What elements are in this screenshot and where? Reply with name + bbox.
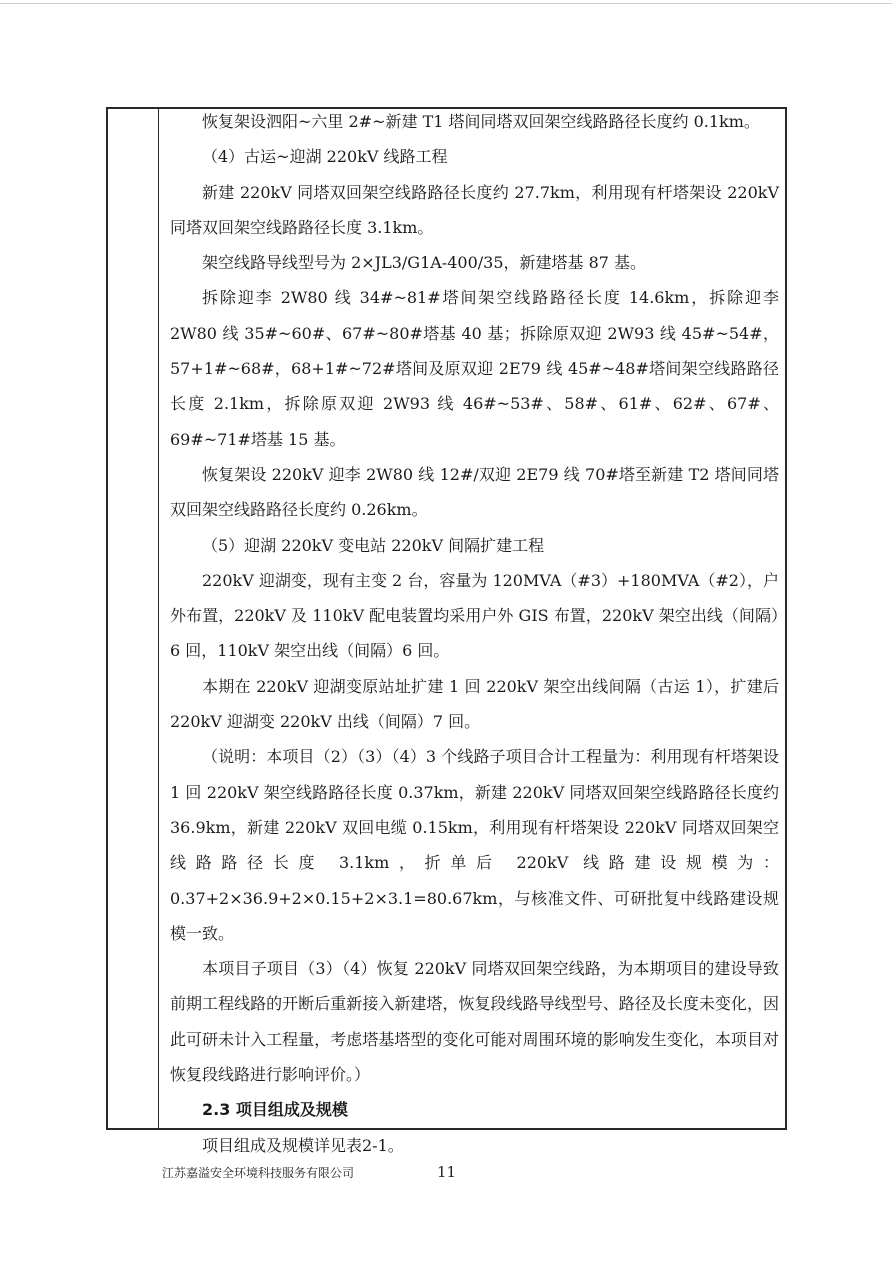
section-title: （5）迎湖 220kV 变电站 220kV 间隔扩建工程 [202, 535, 545, 555]
footer-company: 江苏嘉溢安全环境科技服务有限公司 [162, 1166, 355, 1180]
paragraph: 220kV 迎湖变，现有主变 2 台，容量为 120MVA（#3）+180MVA（#2），户外布置，220kV 及 110kV 配电装置均采用户外 GIS 布置，220kV 架空出线（间隔）6 回，110kV 架空出线（间隔）6 回。 [170, 570, 779, 661]
paragraph: 架空线路导线型号为 2×JL3/G1A-400/35，新建塔基 87 基。 [202, 253, 647, 273]
paragraph: 本项目子项目（3）（4）恢复 220kV 同塔双回架空线路，为本期项目的建设导致前期工程线路的开断后重新接入新建塔，恢复段线路导线型号、路径及长度未变化，因此可研未计入工程量，考虑塔基塔型的变化可能对周围环境的影响发生变化，本项目对恢复段线路进行影响评价。） [170, 959, 779, 1085]
paragraph: 恢复架设 220kV 迎李 2W80 线 12#/双迎 2E79 线 70#塔至新建 T2 塔间同塔双回架空线路路径长度约 0.26km。 [170, 464, 779, 520]
table-column-divider [158, 108, 159, 1129]
paragraph: 项目组成及规模详见表2-1。 [202, 1135, 404, 1155]
section-heading: 2.3 项目组成及规模 [202, 1100, 348, 1120]
paragraph: （说明：本项目（2）（3）（4）3 个线路子项目合计工程量为：利用现有杆塔架设 1 回 220kV 架空线路路径长度 0.37km，新建 220kV 同塔双回架空线路路径长度约 36.9km，新建 220kV 双回电缆 0.15km，利用现有杆塔架设 220kV 同塔双回架空线路路径长度 3.1km，折单后 220kV 线路建设规模为：0.37+2×36.9+2×0.15+2×3.1=80.67km，与核准文件、可研批复中线路建设规模一致。 [170, 747, 779, 943]
paragraph: 拆除迎李 2W80 线 34#~81#塔间架空线路路径长度 14.6km，拆除迎李 2W80 线 35#~60#、67#~80#塔基 40 基；拆除原双迎 2W93 线 45#~54#，57+1#~68#，68+1#~72#塔间及原双迎 2E79 线 45#~48#塔间架空线路路径长度 2.1km，拆除原双迎 2W93 线 46#~53#、58#、61#、62#、67#、69#~71#塔基 15 基。 [170, 288, 779, 449]
section-title: （4）古运~迎湖 220kV 线路工程 [202, 147, 448, 167]
paragraph: 新建 220kV 同塔双回架空线路路径长度约 27.7km，利用现有杆塔架设 220kV 同塔双回架空线路路径长度 3.1km。 [170, 182, 779, 237]
paragraph: 恢复架设泗阳~六里 2#~新建 T1 塔间同塔双回架空线路路径长度约 0.1km。 [202, 112, 760, 131]
top-rule [0, 3, 892, 4]
page-number: 11 [437, 1163, 457, 1181]
paragraph: 本期在 220kV 迎湖变原站址扩建 1 回 220kV 架空出线间隔（古运 1），扩建后 220kV 迎湖变 220kV 出线（间隔）7 回。 [170, 676, 779, 732]
body-text [170, 104, 779, 1163]
